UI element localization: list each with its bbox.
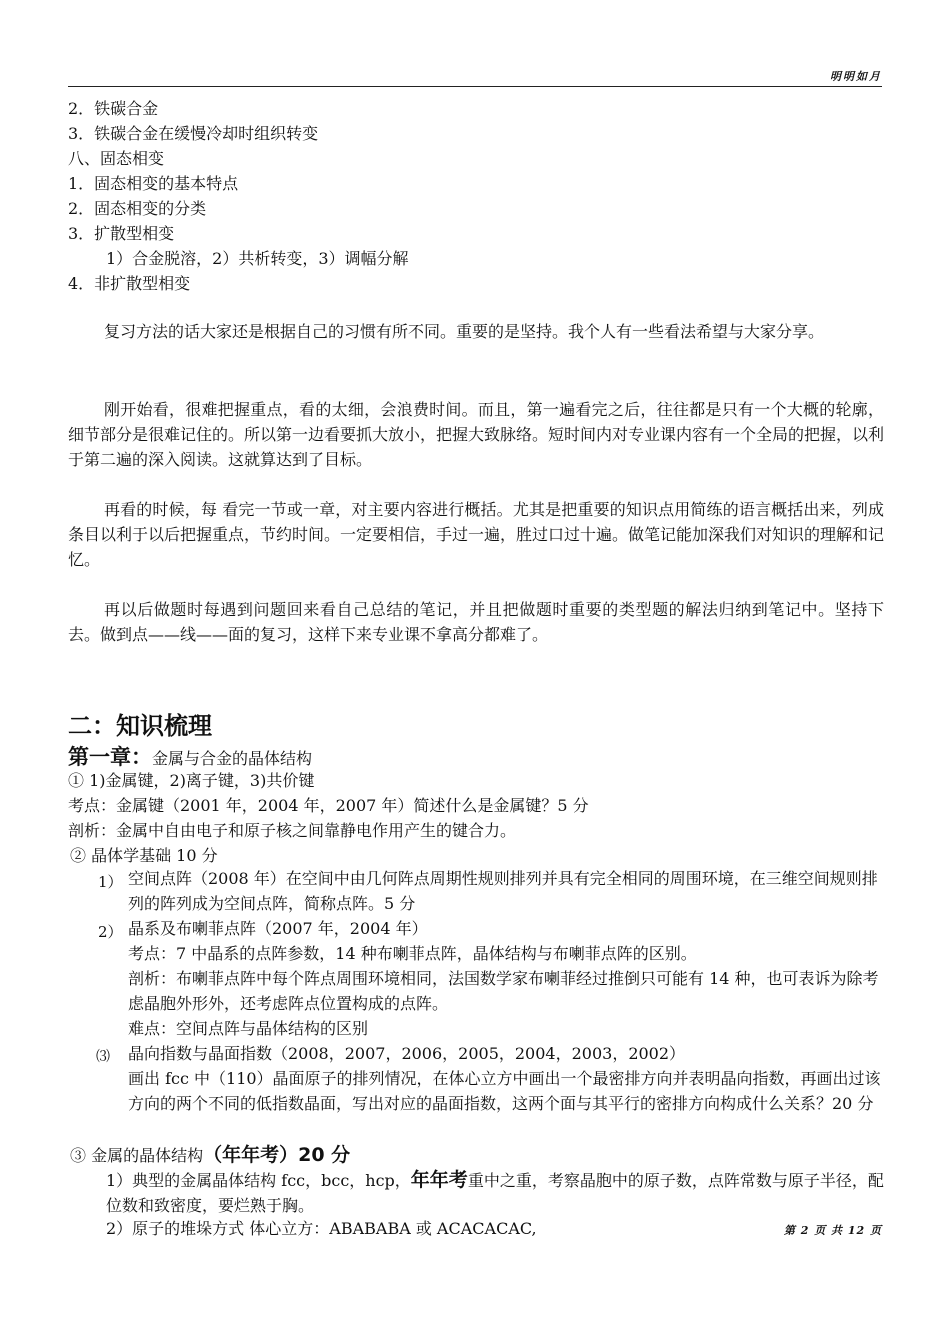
kaodian-line: 考点：7 中晶系的点阵参数，14 种布喇菲点阵，晶体结构与布喇菲点阵的区别。 [128, 944, 697, 963]
item-number: ⑶ [96, 1049, 110, 1065]
metal-structure-item [106, 1168, 892, 1218]
pouxi-line: 剖析：金属中自由电子和原子核之间靠静电作用产生的键合力。 [68, 821, 517, 840]
metal-structure-prefix: ③ 金属的晶体结构 [70, 1146, 204, 1165]
item-number: 2） [98, 923, 123, 941]
crystal-basis-heading: ② 晶体学基础 10 分 [70, 846, 218, 865]
item-number: 1） [98, 873, 123, 891]
list-item: 3．铁碳合金在缓慢冷却时组织转变 [68, 124, 319, 143]
paragraph: 再以后做题时每遇到问题回来看自己总结的笔记，并且把做题时重要的类型题的解法归纳到笔记中。坚持下去。做到点——线——面的复习，这样下来专业课不拿高分都难了。 [68, 600, 884, 644]
paragraph: 复习方法的话大家还是根据自己的习惯有所不同。重要的是坚持。我个人有一些看法希望与大家分享。 [104, 322, 825, 341]
metal-structure-item: 2）原子的堆垛方式 体心立方：ABABABA 或 ACACACAC, [106, 1219, 537, 1238]
list-item: 3．扩散型相变 [68, 224, 175, 243]
page-footer: 第 2 页 共 12 页 [783, 1224, 882, 1237]
item-text: 空间点阵（2008 年）在空间中由几何阵点周期性规则排列并具有完全相同的周围环境，在三维空间规则排列的阵列成为空间点阵，简称点阵。5 分 [128, 869, 878, 913]
list-item: 1．固态相变的基本特点 [68, 174, 239, 193]
metal-structure-heading [70, 1143, 350, 1168]
nandian-line: 难点：空间点阵与晶体结构的区别 [128, 1019, 369, 1038]
pouxi-line: 剖析：布喇菲点阵中每个阵点周围环境相同，法国数学家布喇菲经过推倒只可能有 14 种，也可表诉为除考虑晶胞外形外，还考虑阵点位置构成的点阵。 [128, 969, 879, 1013]
chapter-label: 第一章： [68, 745, 152, 769]
paragraph: 刚开始看，很难把握重点，看的太细，会浪费时间。而且，第一遍看完之后，往往都是只有一个大概的轮廓，细节部分是很难记住的。所以第一边看要抓大放小，把握大致脉络。短时间内对专业课内容有一个全局的把握，以利于第二遍的深入阅读。这就算达到了目标。 [68, 400, 885, 469]
bond-line: ① 1)金属键，2)离子键，3)共价键 [68, 771, 315, 790]
page-header [68, 62, 882, 87]
list-item: 4．非扩散型相变 [68, 274, 191, 293]
list-item: 2．固态相变的分类 [68, 199, 207, 218]
kaodian-line: 考点：金属键（2001 年，2004 年，2007 年）简述什么是金属键？5 分 [68, 796, 589, 815]
ms1-text-b: 重中之重，考察晶胞中的原子数，点阵常数与原子半径，配位数和致密度，要烂熟于胸。 [106, 1171, 884, 1215]
chapter-heading [68, 741, 312, 771]
item-title: 晶向指数与晶面指数（2008，2007，2006，2005，2004，2003，2002） [128, 1044, 686, 1063]
item-text: 画出 fcc 中（110）晶面原子的排列情况，在体心立方中画出一个最密排方向并表明晶向指数，再画出过该方向的两个不同的低指数晶面，写出对应的晶面指数，这两个面与其平行的密排方向构成什么关系？20 分 [128, 1069, 881, 1113]
chapter-title: 金属与合金的晶体结构 [152, 749, 313, 768]
ms1-text-a: 1）典型的金属晶体结构 fcc，bcc，hcp， [106, 1171, 411, 1190]
list-item: 1）合金脱溶，2）共析转变，3）调幅分解 [106, 249, 409, 268]
metal-structure-emphasis: （年年考）20 分 [203, 1144, 351, 1166]
list-item: 2．铁碳合金 [68, 99, 159, 118]
ms1-emphasis: 年年考 [410, 1169, 468, 1191]
list-item: 八、固态相变 [68, 149, 165, 168]
paragraph: 再看的时候，每 看完一节或一章，对主要内容进行概括。尤其是把重要的知识点用简练的语言概括出来，列成条目以利于以后把握重点，节约时间。一定要相信，手过一遍，胜过口过十遍。做笔记能加深我们对知识的理解和记忆。 [68, 500, 885, 569]
header-title: 明明如月 [830, 70, 882, 83]
section-title: 二：知识梳理 [68, 712, 212, 740]
item-title: 晶系及布喇菲点阵（2007 年，2004 年） [128, 919, 428, 938]
